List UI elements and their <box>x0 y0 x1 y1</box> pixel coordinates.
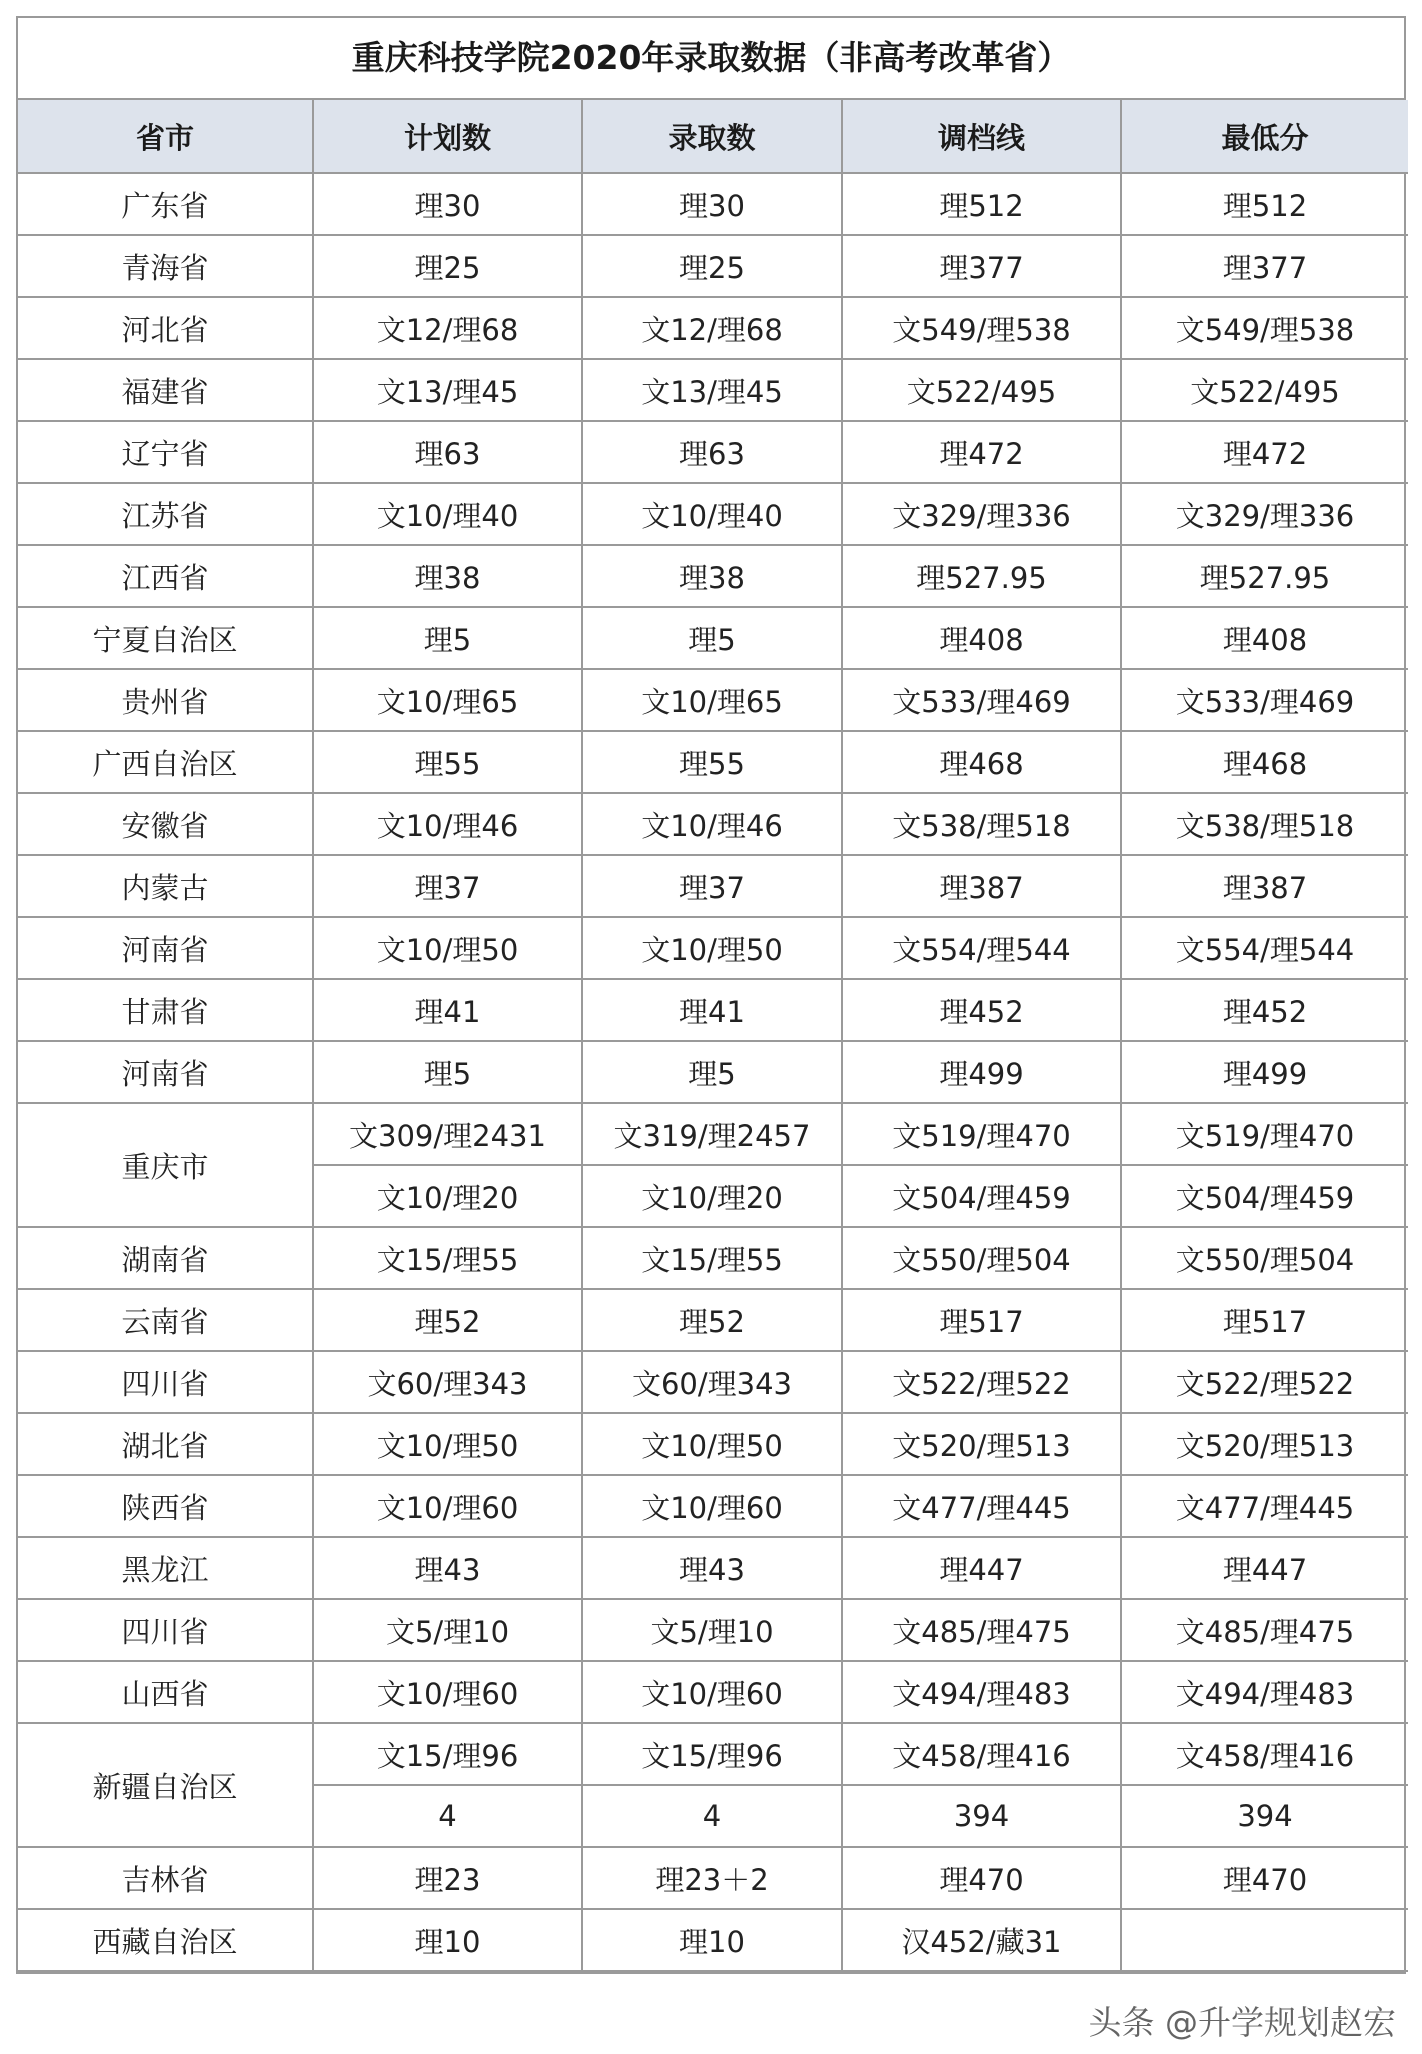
cell-filing-line: 文538/理518 <box>842 793 1121 855</box>
cell-plan: 理41 <box>313 979 582 1041</box>
cell-min-score: 理517 <box>1121 1289 1408 1351</box>
cell-province: 青海省 <box>18 235 313 297</box>
cell-min-score: 理377 <box>1121 235 1408 297</box>
cell-province: 山西省 <box>18 1661 313 1723</box>
cell-admitted: 理43 <box>582 1537 842 1599</box>
cell-plan: 理30 <box>313 173 582 235</box>
cell-min-score: 文520/理513 <box>1121 1413 1408 1475</box>
header-row <box>18 100 1408 173</box>
cell-province: 江苏省 <box>18 483 313 545</box>
cell-province: 内蒙古 <box>18 855 313 917</box>
cell-min-score: 理408 <box>1121 607 1408 669</box>
cell-province: 云南省 <box>18 1289 313 1351</box>
cell-admitted: 理55 <box>582 731 842 793</box>
cell-admitted: 文10/理60 <box>582 1661 842 1723</box>
table-row <box>18 1537 1408 1599</box>
table-row <box>18 793 1408 855</box>
sheet-title: 重庆科技学院2020年录取数据（非高考改革省） <box>18 18 1404 100</box>
cell-min-score: 394 <box>1121 1785 1408 1847</box>
cell-filing-line: 理468 <box>842 731 1121 793</box>
cell-province: 新疆自治区 <box>18 1723 313 1847</box>
cell-admitted: 理23＋2 <box>582 1847 842 1909</box>
cell-plan: 文10/理50 <box>313 917 582 979</box>
cell-min-score: 文519/理470 <box>1121 1103 1408 1165</box>
cell-admitted: 文60/理343 <box>582 1351 842 1413</box>
cell-admitted: 文13/理45 <box>582 359 842 421</box>
table-row <box>18 421 1408 483</box>
cell-min-score: 文504/理459 <box>1121 1165 1408 1227</box>
cell-province: 广西自治区 <box>18 731 313 793</box>
table-row <box>18 979 1408 1041</box>
cell-min-score: 理472 <box>1121 421 1408 483</box>
table-row <box>18 607 1408 669</box>
cell-admitted: 理30 <box>582 173 842 235</box>
cell-province: 重庆市 <box>18 1103 313 1227</box>
table-row <box>18 545 1408 607</box>
cell-admitted: 文10/理65 <box>582 669 842 731</box>
cell-min-score: 文329/理336 <box>1121 483 1408 545</box>
cell-filing-line: 理512 <box>842 173 1121 235</box>
cell-min-score: 文522/理522 <box>1121 1351 1408 1413</box>
cell-filing-line: 文329/理336 <box>842 483 1121 545</box>
cell-province: 广东省 <box>18 173 313 235</box>
cell-min-score: 文458/理416 <box>1121 1723 1408 1785</box>
cell-min-score: 文494/理483 <box>1121 1661 1408 1723</box>
table-row <box>18 1351 1408 1413</box>
cell-plan: 理5 <box>313 1041 582 1103</box>
table-row <box>18 917 1408 979</box>
cell-min-score <box>1121 1909 1408 1971</box>
cell-filing-line: 文519/理470 <box>842 1103 1121 1165</box>
cell-admitted: 文10/理40 <box>582 483 842 545</box>
cell-filing-line: 理470 <box>842 1847 1121 1909</box>
cell-filing-line: 理472 <box>842 421 1121 483</box>
cell-filing-line: 文522/495 <box>842 359 1121 421</box>
cell-province: 辽宁省 <box>18 421 313 483</box>
table-row <box>18 173 1408 235</box>
cell-plan: 文10/理60 <box>313 1661 582 1723</box>
cell-min-score: 理387 <box>1121 855 1408 917</box>
cell-plan: 文15/理96 <box>313 1723 582 1785</box>
table-row <box>18 1227 1408 1289</box>
cell-filing-line: 文458/理416 <box>842 1723 1121 1785</box>
cell-min-score: 文533/理469 <box>1121 669 1408 731</box>
cell-filing-line: 文550/理504 <box>842 1227 1121 1289</box>
table-row <box>18 483 1408 545</box>
cell-min-score: 文554/理544 <box>1121 917 1408 979</box>
cell-plan: 理23 <box>313 1847 582 1909</box>
cell-admitted: 4 <box>582 1785 842 1847</box>
cell-plan: 文10/理20 <box>313 1165 582 1227</box>
cell-filing-line: 理499 <box>842 1041 1121 1103</box>
header-min-score: 最低分 <box>1121 100 1408 173</box>
cell-admitted: 理52 <box>582 1289 842 1351</box>
cell-admitted: 文15/理55 <box>582 1227 842 1289</box>
cell-admitted: 文10/理60 <box>582 1475 842 1537</box>
cell-province: 江西省 <box>18 545 313 607</box>
table-row <box>18 235 1408 297</box>
table-row <box>18 669 1408 731</box>
cell-province: 安徽省 <box>18 793 313 855</box>
cell-filing-line: 理517 <box>842 1289 1121 1351</box>
cell-min-score: 文549/理538 <box>1121 297 1408 359</box>
cell-province: 贵州省 <box>18 669 313 731</box>
cell-admitted: 理10 <box>582 1909 842 1971</box>
cell-admitted: 文12/理68 <box>582 297 842 359</box>
table-row <box>18 1413 1408 1475</box>
cell-province: 吉林省 <box>18 1847 313 1909</box>
cell-admitted: 理5 <box>582 1041 842 1103</box>
cell-plan: 理52 <box>313 1289 582 1351</box>
cell-province: 宁夏自治区 <box>18 607 313 669</box>
cell-min-score: 文485/理475 <box>1121 1599 1408 1661</box>
table-row <box>18 1723 1408 1785</box>
cell-filing-line: 文554/理544 <box>842 917 1121 979</box>
table-row <box>18 1289 1408 1351</box>
table-row <box>18 1909 1408 1971</box>
table-row <box>18 1103 1408 1165</box>
cell-min-score: 文538/理518 <box>1121 793 1408 855</box>
watermark: 头条 @升学规划赵宏 <box>1088 2003 1396 2042</box>
cell-plan: 文10/理60 <box>313 1475 582 1537</box>
cell-filing-line: 文504/理459 <box>842 1165 1121 1227</box>
table-row <box>18 297 1408 359</box>
cell-filing-line: 理527.95 <box>842 545 1121 607</box>
cell-province: 河南省 <box>18 1041 313 1103</box>
cell-min-score: 理447 <box>1121 1537 1408 1599</box>
cell-min-score: 理452 <box>1121 979 1408 1041</box>
header-admitted: 录取数 <box>582 100 842 173</box>
cell-admitted: 文5/理10 <box>582 1599 842 1661</box>
cell-plan: 理43 <box>313 1537 582 1599</box>
header-filing-line: 调档线 <box>842 100 1121 173</box>
cell-min-score: 理499 <box>1121 1041 1408 1103</box>
cell-plan: 文12/理68 <box>313 297 582 359</box>
cell-admitted: 理41 <box>582 979 842 1041</box>
header-plan: 计划数 <box>313 100 582 173</box>
cell-min-score: 文522/495 <box>1121 359 1408 421</box>
cell-plan: 文10/理40 <box>313 483 582 545</box>
table-row <box>18 731 1408 793</box>
cell-plan: 文15/理55 <box>313 1227 582 1289</box>
cell-filing-line: 理387 <box>842 855 1121 917</box>
table-row <box>18 1599 1408 1661</box>
cell-filing-line: 文494/理483 <box>842 1661 1121 1723</box>
cell-province: 湖北省 <box>18 1413 313 1475</box>
cell-min-score: 文550/理504 <box>1121 1227 1408 1289</box>
cell-admitted: 理25 <box>582 235 842 297</box>
cell-filing-line: 理447 <box>842 1537 1121 1599</box>
cell-filing-line: 文477/理445 <box>842 1475 1121 1537</box>
cell-plan: 理25 <box>313 235 582 297</box>
cell-province: 甘肃省 <box>18 979 313 1041</box>
cell-plan: 文10/理46 <box>313 793 582 855</box>
cell-admitted: 理5 <box>582 607 842 669</box>
cell-province: 四川省 <box>18 1599 313 1661</box>
cell-admitted: 理37 <box>582 855 842 917</box>
table-row <box>18 1041 1408 1103</box>
cell-filing-line: 理408 <box>842 607 1121 669</box>
cell-min-score: 理527.95 <box>1121 545 1408 607</box>
cell-plan: 理5 <box>313 607 582 669</box>
cell-province: 四川省 <box>18 1351 313 1413</box>
cell-plan: 理37 <box>313 855 582 917</box>
cell-plan: 理10 <box>313 1909 582 1971</box>
cell-province: 湖南省 <box>18 1227 313 1289</box>
cell-filing-line: 理377 <box>842 235 1121 297</box>
cell-min-score: 理470 <box>1121 1847 1408 1909</box>
cell-filing-line: 文485/理475 <box>842 1599 1121 1661</box>
cell-filing-line: 文520/理513 <box>842 1413 1121 1475</box>
table-row <box>18 1475 1408 1537</box>
cell-plan: 理63 <box>313 421 582 483</box>
cell-filing-line: 汉452/藏31 <box>842 1909 1121 1971</box>
cell-plan: 4 <box>313 1785 582 1847</box>
cell-filing-line: 文549/理538 <box>842 297 1121 359</box>
cell-plan: 文60/理343 <box>313 1351 582 1413</box>
table-row <box>18 1847 1408 1909</box>
cell-min-score: 理512 <box>1121 173 1408 235</box>
cell-admitted: 理63 <box>582 421 842 483</box>
cell-min-score: 文477/理445 <box>1121 1475 1408 1537</box>
cell-plan: 文13/理45 <box>313 359 582 421</box>
cell-plan: 文5/理10 <box>313 1599 582 1661</box>
header-province: 省市 <box>18 100 313 173</box>
table-row <box>18 855 1408 917</box>
cell-plan: 文309/理2431 <box>313 1103 582 1165</box>
cell-admitted: 文15/理96 <box>582 1723 842 1785</box>
table-row <box>18 1661 1408 1723</box>
cell-province: 黑龙江 <box>18 1537 313 1599</box>
cell-filing-line: 394 <box>842 1785 1121 1847</box>
cell-admitted: 文10/理50 <box>582 917 842 979</box>
admission-data-sheet <box>16 16 1406 1974</box>
cell-plan: 理55 <box>313 731 582 793</box>
cell-plan: 理38 <box>313 545 582 607</box>
cell-province: 陕西省 <box>18 1475 313 1537</box>
cell-province: 福建省 <box>18 359 313 421</box>
admission-table <box>18 100 1408 1972</box>
cell-filing-line: 文533/理469 <box>842 669 1121 731</box>
cell-province: 西藏自治区 <box>18 1909 313 1971</box>
cell-province: 河北省 <box>18 297 313 359</box>
cell-admitted: 文319/理2457 <box>582 1103 842 1165</box>
cell-admitted: 文10/理46 <box>582 793 842 855</box>
cell-admitted: 文10/理20 <box>582 1165 842 1227</box>
cell-admitted: 文10/理50 <box>582 1413 842 1475</box>
cell-plan: 文10/理65 <box>313 669 582 731</box>
cell-province: 河南省 <box>18 917 313 979</box>
cell-admitted: 理38 <box>582 545 842 607</box>
cell-plan: 文10/理50 <box>313 1413 582 1475</box>
cell-filing-line: 文522/理522 <box>842 1351 1121 1413</box>
cell-min-score: 理468 <box>1121 731 1408 793</box>
table-row <box>18 359 1408 421</box>
table-body <box>18 173 1408 1971</box>
cell-filing-line: 理452 <box>842 979 1121 1041</box>
